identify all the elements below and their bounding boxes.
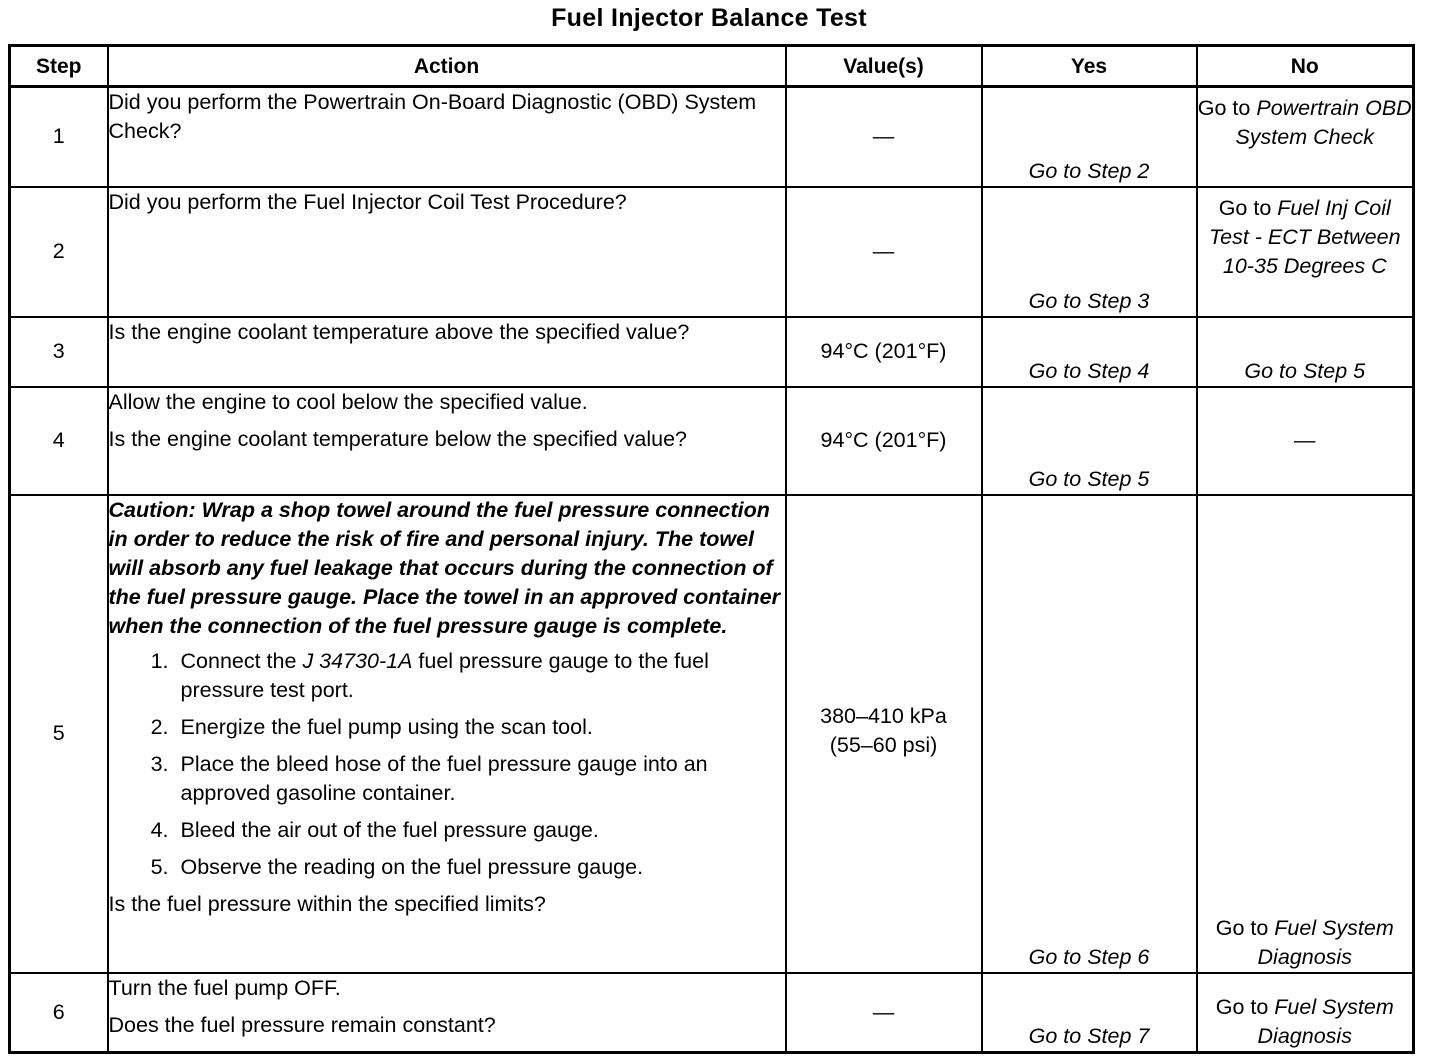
no-cell xyxy=(1197,87,1414,187)
no-cell xyxy=(1197,187,1414,317)
step-number: 3 xyxy=(10,317,108,387)
table-row xyxy=(10,187,1414,317)
value-cell: — xyxy=(786,187,982,317)
column-header-step: Step xyxy=(10,46,108,87)
value-metric: 380–410 kPa xyxy=(820,703,947,728)
action-text: Turn the fuel pump OFF. xyxy=(108,975,341,1000)
yes-cell: Go to Step 7 xyxy=(982,973,1197,1053)
table-row xyxy=(10,495,1414,973)
no-reference: Fuel System Diagnosis xyxy=(1257,995,1394,1048)
action-question: Does the fuel pressure remain constant? xyxy=(108,1012,496,1037)
no-prefix: Go to xyxy=(1215,995,1269,1019)
yes-cell: Go to Step 2 xyxy=(982,87,1197,187)
no-prefix: Go to xyxy=(1218,195,1272,220)
no-prefix: Go to xyxy=(1197,96,1251,120)
value-imperial: (55–60 psi) xyxy=(829,732,938,757)
list-item-text: fuel pressure gauge to the fuel pressure test port. xyxy=(180,648,709,702)
column-header-no: No xyxy=(1197,46,1414,87)
step-number: 5 xyxy=(10,495,108,973)
table-row xyxy=(10,973,1414,1053)
value-cell: 94°C (201°F) xyxy=(786,317,982,387)
no-prefix: Go to xyxy=(1215,915,1269,940)
list-item xyxy=(175,647,785,705)
action-question: Is the engine coolant temperature below the specified value? xyxy=(108,426,687,451)
caution-text: Caution: Wrap a shop towel around the fuel pressure connection in order to reduce the risk of fire and personal injury. The towel will absorb any fuel leakage that occurs during the connection of the fuel pressure gauge. Place the towel in an approved container when the connection of the fuel pressure gauge is complete. xyxy=(108,497,780,638)
step-number: 6 xyxy=(10,973,108,1053)
tool-number: J 34730-1A xyxy=(302,648,413,673)
yes-cell: Go to Step 6 xyxy=(982,495,1197,973)
no-cell xyxy=(1197,973,1414,1053)
value-cell: 94°C (201°F) xyxy=(786,387,982,495)
no-cell: — xyxy=(1197,387,1414,495)
step-number: 4 xyxy=(10,387,108,495)
action-cell xyxy=(108,495,786,973)
action-text: Did you perform the Powertrain On-Board Diagnostic (OBD) System Check? xyxy=(108,90,757,143)
step-number: 2 xyxy=(10,187,108,317)
action-text: Is the engine coolant temperature above the specified value? xyxy=(108,319,690,344)
page-title: Fuel Injector Balance Test xyxy=(551,4,867,32)
no-reference: Powertrain OBD System Check xyxy=(1235,96,1412,149)
no-reference: Fuel Inj Coil Test - ECT Between 10-35 Degrees C xyxy=(1208,195,1401,278)
list-item-text: Connect the xyxy=(180,648,297,673)
value-cell: — xyxy=(786,973,982,1053)
action-text: Allow the engine to cool below the specified value. xyxy=(108,389,588,414)
column-header-yes: Yes xyxy=(982,46,1197,87)
yes-cell: Go to Step 4 xyxy=(982,317,1197,387)
diagnostic-table xyxy=(8,44,1415,1054)
no-cell: Go to Step 5 xyxy=(1197,317,1414,387)
no-cell xyxy=(1197,495,1414,973)
table-row xyxy=(10,387,1414,495)
step-number: 1 xyxy=(10,87,108,187)
no-reference: Fuel System Diagnosis xyxy=(1257,915,1394,969)
list-item: 2. Energize the fuel pump using the scan tool. xyxy=(175,713,785,742)
procedure-list xyxy=(109,647,785,882)
action-cell xyxy=(108,87,786,187)
table-row xyxy=(10,87,1414,187)
table-header-row xyxy=(10,46,1414,87)
column-header-action: Action xyxy=(108,46,786,87)
action-cell xyxy=(108,187,786,317)
yes-cell: Go to Step 3 xyxy=(982,187,1197,317)
action-cell xyxy=(108,973,786,1053)
action-question: Is the fuel pressure within the specified limits? xyxy=(108,891,546,916)
value-cell: — xyxy=(786,87,982,187)
yes-cell: Go to Step 5 xyxy=(982,387,1197,495)
table-row xyxy=(10,317,1414,387)
list-item: 4. Bleed the air out of the fuel pressure gauge. xyxy=(175,816,785,845)
column-header-values: Value(s) xyxy=(786,46,982,87)
action-cell xyxy=(108,387,786,495)
action-cell xyxy=(108,317,786,387)
list-item: 5. Observe the reading on the fuel pressure gauge. xyxy=(175,853,785,882)
action-text: Did you perform the Fuel Injector Coil Test Procedure? xyxy=(108,189,627,214)
list-item: 3. Place the bleed hose of the fuel pressure gauge into an approved gasoline container. xyxy=(175,750,785,808)
value-cell xyxy=(786,495,982,973)
